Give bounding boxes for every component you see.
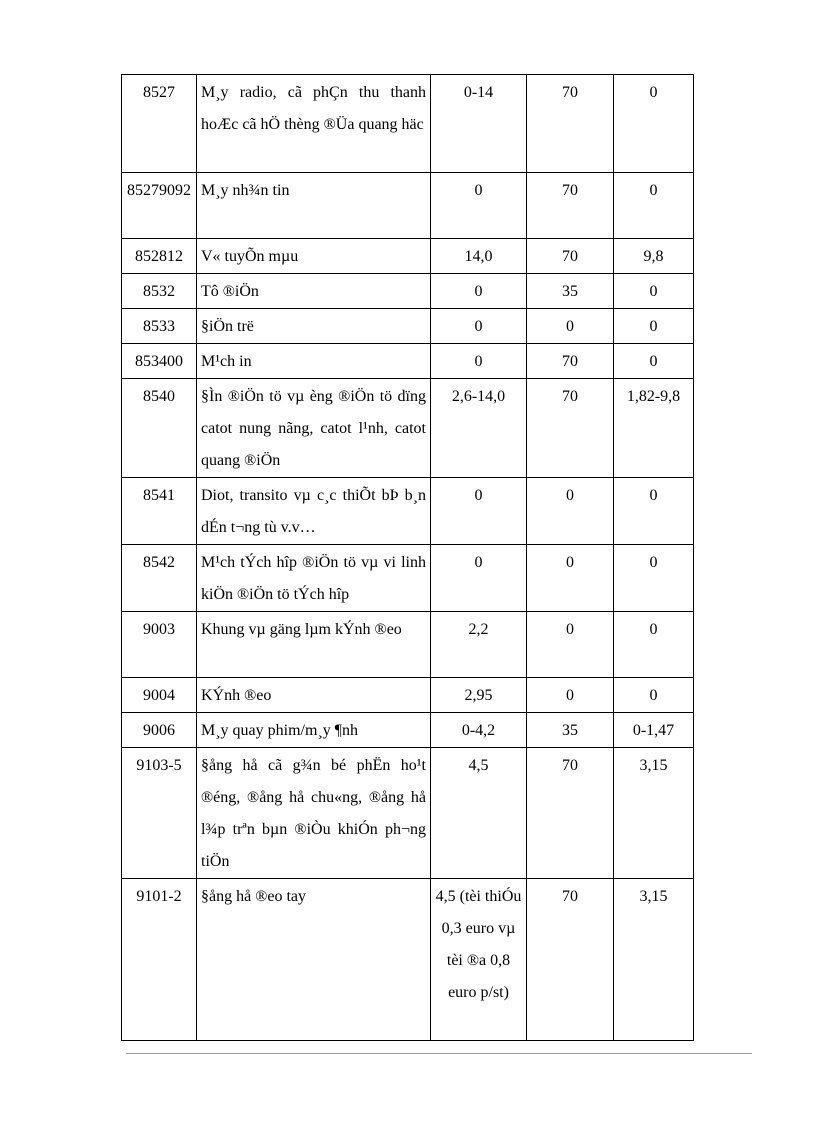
gsp-percent-cell: 0: [527, 478, 614, 545]
tariff-rate-cell: 0: [431, 545, 527, 612]
table-row: [122, 239, 694, 274]
gsp-rate-cell: 3,15: [614, 748, 694, 879]
gsp-percent-cell: 70: [527, 748, 614, 879]
gsp-percent-cell: 0: [527, 545, 614, 612]
gsp-rate-cell: 0: [614, 612, 694, 678]
hs-code-cell: 9101-2: [122, 879, 197, 1041]
tariff-rate-cell: 14,0: [431, 239, 527, 274]
gsp-percent-cell: 70: [527, 173, 614, 239]
description-cell: M¹ch tÝch hîp ®iÖn tö vµ vi linh kiÖn ®iÖn tö tÝch hîp: [197, 545, 431, 612]
table-row: [122, 545, 694, 612]
tariff-rate-cell: 2,95: [431, 678, 527, 713]
table-row: [122, 309, 694, 344]
gsp-rate-cell: 0: [614, 545, 694, 612]
tariff-rate-cell: 2,6-14,0: [431, 379, 527, 478]
description-cell: §iÖn trë: [197, 309, 431, 344]
hs-code-cell: 853400: [122, 344, 197, 379]
hs-code-cell: 8532: [122, 274, 197, 309]
gsp-percent-cell: 70: [527, 344, 614, 379]
gsp-percent-cell: 0: [527, 612, 614, 678]
tariff-rate-cell: 0: [431, 274, 527, 309]
description-cell: M¸y radio, cã phÇn thu thanh hoÆc cã hÖ thèng ®Üa quang häc: [197, 75, 431, 173]
hs-code-cell: 9006: [122, 713, 197, 748]
hs-code-cell: 9103-5: [122, 748, 197, 879]
tariff-table-container: [121, 74, 693, 1041]
gsp-rate-cell: 9,8: [614, 239, 694, 274]
gsp-rate-cell: 0: [614, 173, 694, 239]
hs-code-cell: 8540: [122, 379, 197, 478]
gsp-percent-cell: 35: [527, 713, 614, 748]
gsp-percent-cell: 35: [527, 274, 614, 309]
gsp-percent-cell: 70: [527, 379, 614, 478]
description-cell: M¸y quay phim/m¸y ¶nh: [197, 713, 431, 748]
table-row: [122, 678, 694, 713]
gsp-rate-cell: 0: [614, 478, 694, 545]
table-row: [122, 344, 694, 379]
gsp-percent-cell: 70: [527, 879, 614, 1041]
table-row: [122, 478, 694, 545]
gsp-rate-cell: 0: [614, 678, 694, 713]
gsp-rate-cell: 3,15: [614, 879, 694, 1041]
gsp-rate-cell: 0-1,47: [614, 713, 694, 748]
hs-code-cell: 9003: [122, 612, 197, 678]
gsp-rate-cell: 0: [614, 344, 694, 379]
description-cell: Khung vµ gäng lµm kÝnh ®eo: [197, 612, 431, 678]
tariff-rate-cell: 0-14: [431, 75, 527, 173]
description-cell: M¹ch in: [197, 344, 431, 379]
table-row: [122, 748, 694, 879]
gsp-rate-cell: 0: [614, 75, 694, 173]
tariff-rate-cell: 0: [431, 344, 527, 379]
tariff-rate-cell: 0: [431, 173, 527, 239]
tariff-table: [121, 74, 694, 1041]
description-cell: §ång hå ®eo tay: [197, 879, 431, 1041]
table-row: [122, 274, 694, 309]
description-cell: KÝnh ®eo: [197, 678, 431, 713]
gsp-rate-cell: 1,82-9,8: [614, 379, 694, 478]
tariff-rate-cell: 0-4,2: [431, 713, 527, 748]
hs-code-cell: 85279092: [122, 173, 197, 239]
table-row: [122, 75, 694, 173]
tariff-rate-cell: 0: [431, 309, 527, 344]
tariff-rate-cell: 2,2: [431, 612, 527, 678]
gsp-percent-cell: 70: [527, 75, 614, 173]
description-cell: Diot, transito vµ c¸c thiÕt bÞ b¸n dÉn t¬ng tù v.v…: [197, 478, 431, 545]
table-row: [122, 612, 694, 678]
tariff-rate-cell: 4,5 (tèi thiÓu 0,3 euro vµ tèi ®a 0,8 euro p/st): [431, 879, 527, 1041]
gsp-rate-cell: 0: [614, 274, 694, 309]
footer-divider: [126, 1053, 752, 1054]
description-cell: §Ìn ®iÖn tö vµ èng ®iÖn tö dïng catot nung nãng, catot l¹nh, catot quang ®iÖn: [197, 379, 431, 478]
hs-code-cell: 9004: [122, 678, 197, 713]
tariff-rate-cell: 4,5: [431, 748, 527, 879]
gsp-percent-cell: 0: [527, 678, 614, 713]
table-row: [122, 713, 694, 748]
hs-code-cell: 852812: [122, 239, 197, 274]
hs-code-cell: 8541: [122, 478, 197, 545]
tariff-rate-cell: 0: [431, 478, 527, 545]
tariff-table-body: [122, 75, 694, 1041]
description-cell: Tô ®iÖn: [197, 274, 431, 309]
hs-code-cell: 8533: [122, 309, 197, 344]
table-row: [122, 879, 694, 1041]
table-row: [122, 379, 694, 478]
gsp-rate-cell: 0: [614, 309, 694, 344]
gsp-percent-cell: 0: [527, 309, 614, 344]
description-cell: M¸y nh¾n tin: [197, 173, 431, 239]
hs-code-cell: 8542: [122, 545, 197, 612]
hs-code-cell: 8527: [122, 75, 197, 173]
description-cell: §ång hå cã g¾n bé phËn ho¹t ®éng, ®ång hå chu«ng, ®ång hå l¾p trªn bµn ®iÒu khiÓn ph¬ng tiÖn: [197, 748, 431, 879]
table-row: [122, 173, 694, 239]
gsp-percent-cell: 70: [527, 239, 614, 274]
description-cell: V« tuyÕn mµu: [197, 239, 431, 274]
